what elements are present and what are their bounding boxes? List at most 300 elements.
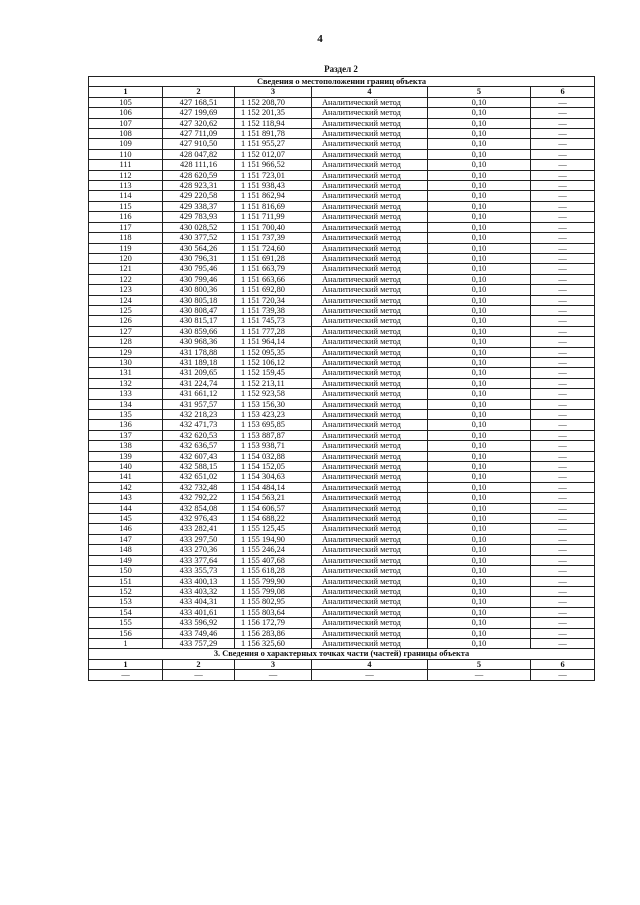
y-coordinate-cell: 1 151 723,01 [235, 170, 312, 180]
description-cell: — [531, 503, 595, 513]
accuracy-cell: 0,10 [428, 441, 531, 451]
point-number-cell: 115 [89, 201, 163, 211]
y-coordinate-cell: 1 156 283,86 [235, 628, 312, 638]
y-coordinate-cell: 1 152 159,45 [235, 368, 312, 378]
description-cell: — [531, 222, 595, 232]
accuracy-cell: 0,10 [428, 576, 531, 586]
table-row [89, 326, 595, 336]
accuracy-cell: 0,10 [428, 493, 531, 503]
part-column-number: 3 [235, 659, 312, 669]
point-number-cell: 139 [89, 451, 163, 461]
method-cell: Аналитический метод [312, 212, 428, 222]
x-coordinate-cell: 430 795,46 [163, 264, 235, 274]
point-number-cell: 116 [89, 212, 163, 222]
table-row [89, 555, 595, 565]
x-coordinate-cell: 427 320,62 [163, 118, 235, 128]
table-row [89, 638, 595, 648]
x-coordinate-cell: 433 400,13 [163, 576, 235, 586]
method-cell: Аналитический метод [312, 181, 428, 191]
accuracy-cell: 0,10 [428, 618, 531, 628]
x-coordinate-cell: 433 403,32 [163, 586, 235, 596]
accuracy-cell: 0,10 [428, 399, 531, 409]
table-row [89, 524, 595, 534]
x-coordinate-cell: 430 799,46 [163, 274, 235, 284]
method-cell: Аналитический метод [312, 129, 428, 139]
point-number-cell: 126 [89, 316, 163, 326]
accuracy-cell: 0,10 [428, 160, 531, 170]
y-coordinate-cell: 1 152 213,11 [235, 378, 312, 388]
method-cell: Аналитический метод [312, 97, 428, 107]
accuracy-cell: 0,10 [428, 201, 531, 211]
x-coordinate-cell: 431 224,74 [163, 378, 235, 388]
description-cell: — [531, 534, 595, 544]
table-row [89, 389, 595, 399]
x-coordinate-cell: 427 711,09 [163, 129, 235, 139]
y-coordinate-cell: 1 156 325,60 [235, 638, 312, 648]
y-coordinate-cell: 1 155 618,28 [235, 566, 312, 576]
point-number-cell: 125 [89, 305, 163, 315]
method-cell: Аналитический метод [312, 618, 428, 628]
description-cell: — [531, 451, 595, 461]
description-cell: — [531, 285, 595, 295]
table-row [89, 586, 595, 596]
point-number-cell: 137 [89, 430, 163, 440]
y-coordinate-cell: 1 155 803,64 [235, 607, 312, 617]
description-cell: — [531, 399, 595, 409]
x-coordinate-cell: 433 596,92 [163, 618, 235, 628]
point-number-cell: 118 [89, 233, 163, 243]
y-coordinate-cell: 1 151 692,80 [235, 285, 312, 295]
x-coordinate-cell: 431 189,18 [163, 357, 235, 367]
y-coordinate-cell: 1 151 711,99 [235, 212, 312, 222]
accuracy-cell: 0,10 [428, 129, 531, 139]
x-coordinate-cell: 433 404,31 [163, 597, 235, 607]
table-row [89, 295, 595, 305]
method-cell: Аналитический метод [312, 638, 428, 648]
point-number-cell: 136 [89, 420, 163, 430]
table-row [89, 368, 595, 378]
method-cell: Аналитический метод [312, 139, 428, 149]
x-coordinate-cell: 432 607,43 [163, 451, 235, 461]
method-cell: Аналитический метод [312, 420, 428, 430]
table-row [89, 576, 595, 586]
description-cell: — [531, 295, 595, 305]
column-number: 1 [89, 87, 163, 97]
accuracy-cell: 0,10 [428, 555, 531, 565]
point-number-cell: 112 [89, 170, 163, 180]
description-cell: — [531, 378, 595, 388]
point-number-cell: 152 [89, 586, 163, 596]
y-coordinate-cell: 1 152 201,35 [235, 108, 312, 118]
method-cell: Аналитический метод [312, 274, 428, 284]
y-coordinate-cell: 1 154 152,05 [235, 462, 312, 472]
y-coordinate-cell: 1 155 802,95 [235, 597, 312, 607]
description-cell: — [531, 628, 595, 638]
x-coordinate-cell: 428 923,31 [163, 181, 235, 191]
table-row [89, 357, 595, 367]
point-number-cell: 147 [89, 534, 163, 544]
table-title: Сведения о местоположении границ объекта [89, 77, 595, 87]
table-row [89, 222, 595, 232]
description-cell: — [531, 233, 595, 243]
table-row [89, 212, 595, 222]
method-cell: Аналитический метод [312, 597, 428, 607]
x-coordinate-cell: 432 620,53 [163, 430, 235, 440]
column-number: 2 [163, 87, 235, 97]
x-coordinate-cell: 433 270,36 [163, 545, 235, 555]
description-cell: — [531, 472, 595, 482]
table-row [89, 534, 595, 544]
table-row [89, 97, 595, 107]
part-column-number-row [89, 659, 595, 669]
table-row [89, 201, 595, 211]
method-cell: Аналитический метод [312, 462, 428, 472]
point-number-cell: 117 [89, 222, 163, 232]
point-number-cell: 106 [89, 108, 163, 118]
table-row [89, 451, 595, 461]
point-number-cell: 141 [89, 472, 163, 482]
method-cell: Аналитический метод [312, 149, 428, 159]
table-row [89, 410, 595, 420]
y-coordinate-cell: 1 151 700,40 [235, 222, 312, 232]
description-cell: — [531, 97, 595, 107]
table-row [89, 233, 595, 243]
method-cell: Аналитический метод [312, 285, 428, 295]
description-cell: — [531, 170, 595, 180]
description-cell: — [531, 305, 595, 315]
table-row [89, 545, 595, 555]
method-cell: Аналитический метод [312, 201, 428, 211]
point-number-cell: 120 [89, 253, 163, 263]
description-cell: — [531, 212, 595, 222]
accuracy-cell: 0,10 [428, 389, 531, 399]
description-cell: — [531, 441, 595, 451]
method-cell: Аналитический метод [312, 607, 428, 617]
point-number-cell: 154 [89, 607, 163, 617]
accuracy-cell: 0,10 [428, 430, 531, 440]
y-coordinate-cell: 1 152 118,94 [235, 118, 312, 128]
table-row [89, 566, 595, 576]
description-cell: — [531, 514, 595, 524]
point-number-cell: 148 [89, 545, 163, 555]
accuracy-cell: 0,10 [428, 482, 531, 492]
x-coordinate-cell: 427 199,69 [163, 108, 235, 118]
part-column-number: 2 [163, 659, 235, 669]
method-cell: Аналитический метод [312, 108, 428, 118]
y-coordinate-cell: 1 151 891,78 [235, 129, 312, 139]
point-number-cell: 132 [89, 378, 163, 388]
point-number-cell: 140 [89, 462, 163, 472]
accuracy-cell: 0,10 [428, 108, 531, 118]
x-coordinate-cell: 427 168,51 [163, 97, 235, 107]
part-table-row [89, 670, 595, 680]
accuracy-cell: 0,10 [428, 285, 531, 295]
table-row [89, 305, 595, 315]
method-cell: Аналитический метод [312, 160, 428, 170]
description-cell: — [531, 566, 595, 576]
method-cell: Аналитический метод [312, 118, 428, 128]
point-number-cell: 105 [89, 97, 163, 107]
point-number-cell: 143 [89, 493, 163, 503]
accuracy-cell: 0,10 [428, 420, 531, 430]
part-cell: — [312, 670, 428, 680]
y-coordinate-cell: 1 153 423,23 [235, 410, 312, 420]
x-coordinate-cell: 429 338,37 [163, 201, 235, 211]
description-cell: — [531, 139, 595, 149]
x-coordinate-cell: 428 047,82 [163, 149, 235, 159]
column-number: 5 [428, 87, 531, 97]
table-row [89, 274, 595, 284]
method-cell: Аналитический метод [312, 586, 428, 596]
description-cell: — [531, 524, 595, 534]
table-row [89, 316, 595, 326]
x-coordinate-cell: 430 808,47 [163, 305, 235, 315]
y-coordinate-cell: 1 155 799,90 [235, 576, 312, 586]
table-row [89, 607, 595, 617]
point-number-cell: 128 [89, 337, 163, 347]
y-coordinate-cell: 1 155 125,45 [235, 524, 312, 534]
table-row [89, 253, 595, 263]
method-cell: Аналитический метод [312, 472, 428, 482]
description-cell: — [531, 576, 595, 586]
point-number-cell: 130 [89, 357, 163, 367]
y-coordinate-cell: 1 155 407,68 [235, 555, 312, 565]
description-cell: — [531, 410, 595, 420]
table-row [89, 399, 595, 409]
method-cell: Аналитический метод [312, 368, 428, 378]
accuracy-cell: 0,10 [428, 514, 531, 524]
x-coordinate-cell: 433 355,73 [163, 566, 235, 576]
x-coordinate-cell: 433 749,46 [163, 628, 235, 638]
y-coordinate-cell: 1 151 964,14 [235, 337, 312, 347]
accuracy-cell: 0,10 [428, 410, 531, 420]
x-coordinate-cell: 430 796,31 [163, 253, 235, 263]
y-coordinate-cell: 1 156 172,79 [235, 618, 312, 628]
accuracy-cell: 0,10 [428, 326, 531, 336]
description-cell: — [531, 607, 595, 617]
x-coordinate-cell: 433 401,61 [163, 607, 235, 617]
description-cell: — [531, 243, 595, 253]
description-cell: — [531, 181, 595, 191]
point-number-cell: 142 [89, 482, 163, 492]
description-cell: — [531, 118, 595, 128]
point-number-cell: 124 [89, 295, 163, 305]
method-cell: Аналитический метод [312, 243, 428, 253]
y-coordinate-cell: 1 151 862,94 [235, 191, 312, 201]
point-number-cell: 151 [89, 576, 163, 586]
accuracy-cell: 0,10 [428, 607, 531, 617]
point-number-cell: 144 [89, 503, 163, 513]
table-row [89, 472, 595, 482]
table-row [89, 347, 595, 357]
accuracy-cell: 0,10 [428, 170, 531, 180]
x-coordinate-cell: 428 111,16 [163, 160, 235, 170]
y-coordinate-cell: 1 151 739,38 [235, 305, 312, 315]
x-coordinate-cell: 432 471,73 [163, 420, 235, 430]
x-coordinate-cell: 433 297,50 [163, 534, 235, 544]
x-coordinate-cell: 430 805,18 [163, 295, 235, 305]
column-number: 6 [531, 87, 595, 97]
y-coordinate-cell: 1 151 938,43 [235, 181, 312, 191]
method-cell: Аналитический метод [312, 493, 428, 503]
part-cell: — [531, 670, 595, 680]
y-coordinate-cell: 1 152 012,07 [235, 149, 312, 159]
section-title: Раздел 2 [324, 64, 358, 74]
point-number-cell: 113 [89, 181, 163, 191]
method-cell: Аналитический метод [312, 170, 428, 180]
method-cell: Аналитический метод [312, 545, 428, 555]
x-coordinate-cell: 432 732,48 [163, 482, 235, 492]
accuracy-cell: 0,10 [428, 253, 531, 263]
accuracy-cell: 0,10 [428, 264, 531, 274]
x-coordinate-cell: 433 377,64 [163, 555, 235, 565]
method-cell: Аналитический метод [312, 233, 428, 243]
y-coordinate-cell: 1 152 923,58 [235, 389, 312, 399]
description-cell: — [531, 160, 595, 170]
point-number-cell: 1 [89, 638, 163, 648]
x-coordinate-cell: 432 651,02 [163, 472, 235, 482]
table-row [89, 108, 595, 118]
method-cell: Аналитический метод [312, 534, 428, 544]
part-cell: — [235, 670, 312, 680]
part-cell: — [163, 670, 235, 680]
accuracy-cell: 0,10 [428, 545, 531, 555]
point-number-cell: 150 [89, 566, 163, 576]
y-coordinate-cell: 1 151 745,73 [235, 316, 312, 326]
accuracy-cell: 0,10 [428, 368, 531, 378]
accuracy-cell: 0,10 [428, 295, 531, 305]
accuracy-cell: 0,10 [428, 149, 531, 159]
y-coordinate-cell: 1 151 720,34 [235, 295, 312, 305]
y-coordinate-cell: 1 151 955,27 [235, 139, 312, 149]
y-coordinate-cell: 1 152 106,12 [235, 357, 312, 367]
part-column-number: 6 [531, 659, 595, 669]
y-coordinate-cell: 1 151 777,28 [235, 326, 312, 336]
table-row [89, 514, 595, 524]
table-row [89, 149, 595, 159]
point-number-cell: 127 [89, 326, 163, 336]
point-number-cell: 119 [89, 243, 163, 253]
x-coordinate-cell: 430 815,17 [163, 316, 235, 326]
table-row [89, 243, 595, 253]
x-coordinate-cell: 430 377,52 [163, 233, 235, 243]
accuracy-cell: 0,10 [428, 534, 531, 544]
table-row [89, 181, 595, 191]
y-coordinate-cell: 1 151 816,69 [235, 201, 312, 211]
x-coordinate-cell: 430 968,36 [163, 337, 235, 347]
y-coordinate-cell: 1 153 695,85 [235, 420, 312, 430]
accuracy-cell: 0,10 [428, 503, 531, 513]
table-row [89, 618, 595, 628]
method-cell: Аналитический метод [312, 347, 428, 357]
x-coordinate-cell: 432 636,57 [163, 441, 235, 451]
description-cell: — [531, 586, 595, 596]
accuracy-cell: 0,10 [428, 316, 531, 326]
point-number-cell: 149 [89, 555, 163, 565]
part-column-number: 4 [312, 659, 428, 669]
description-cell: — [531, 482, 595, 492]
point-number-cell: 109 [89, 139, 163, 149]
x-coordinate-cell: 430 800,36 [163, 285, 235, 295]
point-number-cell: 156 [89, 628, 163, 638]
point-number-cell: 155 [89, 618, 163, 628]
table-row [89, 118, 595, 128]
description-cell: — [531, 597, 595, 607]
accuracy-cell: 0,10 [428, 378, 531, 388]
point-number-cell: 107 [89, 118, 163, 128]
description-cell: — [531, 316, 595, 326]
method-cell: Аналитический метод [312, 430, 428, 440]
x-coordinate-cell: 433 757,29 [163, 638, 235, 648]
method-cell: Аналитический метод [312, 326, 428, 336]
accuracy-cell: 0,10 [428, 212, 531, 222]
part-section-title-row [89, 649, 595, 659]
point-number-cell: 114 [89, 191, 163, 201]
accuracy-cell: 0,10 [428, 628, 531, 638]
accuracy-cell: 0,10 [428, 586, 531, 596]
y-coordinate-cell: 1 155 194,90 [235, 534, 312, 544]
x-coordinate-cell: 430 028,52 [163, 222, 235, 232]
table-row [89, 129, 595, 139]
y-coordinate-cell: 1 151 691,28 [235, 253, 312, 263]
y-coordinate-cell: 1 155 246,24 [235, 545, 312, 555]
accuracy-cell: 0,10 [428, 597, 531, 607]
description-cell: — [531, 368, 595, 378]
y-coordinate-cell: 1 154 304,63 [235, 472, 312, 482]
table-row [89, 378, 595, 388]
method-cell: Аналитический метод [312, 576, 428, 586]
y-coordinate-cell: 1 151 966,52 [235, 160, 312, 170]
accuracy-cell: 0,10 [428, 638, 531, 648]
x-coordinate-cell: 429 220,58 [163, 191, 235, 201]
method-cell: Аналитический метод [312, 566, 428, 576]
x-coordinate-cell: 431 661,12 [163, 389, 235, 399]
method-cell: Аналитический метод [312, 503, 428, 513]
accuracy-cell: 0,10 [428, 222, 531, 232]
accuracy-cell: 0,10 [428, 451, 531, 461]
description-cell: — [531, 555, 595, 565]
y-coordinate-cell: 1 154 563,21 [235, 493, 312, 503]
accuracy-cell: 0,10 [428, 243, 531, 253]
description-cell: — [531, 191, 595, 201]
method-cell: Аналитический метод [312, 253, 428, 263]
y-coordinate-cell: 1 151 663,79 [235, 264, 312, 274]
accuracy-cell: 0,10 [428, 357, 531, 367]
boundary-table [88, 76, 595, 681]
description-cell: — [531, 638, 595, 648]
description-cell: — [531, 420, 595, 430]
method-cell: Аналитический метод [312, 191, 428, 201]
point-number-cell: 145 [89, 514, 163, 524]
table-row [89, 482, 595, 492]
x-coordinate-cell: 431 178,88 [163, 347, 235, 357]
description-cell: — [531, 389, 595, 399]
x-coordinate-cell: 428 620,59 [163, 170, 235, 180]
point-number-cell: 123 [89, 285, 163, 295]
method-cell: Аналитический метод [312, 451, 428, 461]
description-cell: — [531, 253, 595, 263]
table-row [89, 493, 595, 503]
method-cell: Аналитический метод [312, 514, 428, 524]
method-cell: Аналитический метод [312, 524, 428, 534]
y-coordinate-cell: 1 152 208,70 [235, 97, 312, 107]
x-coordinate-cell: 432 854,08 [163, 503, 235, 513]
accuracy-cell: 0,10 [428, 139, 531, 149]
accuracy-cell: 0,10 [428, 274, 531, 284]
accuracy-cell: 0,10 [428, 181, 531, 191]
accuracy-cell: 0,10 [428, 97, 531, 107]
accuracy-cell: 0,10 [428, 472, 531, 482]
